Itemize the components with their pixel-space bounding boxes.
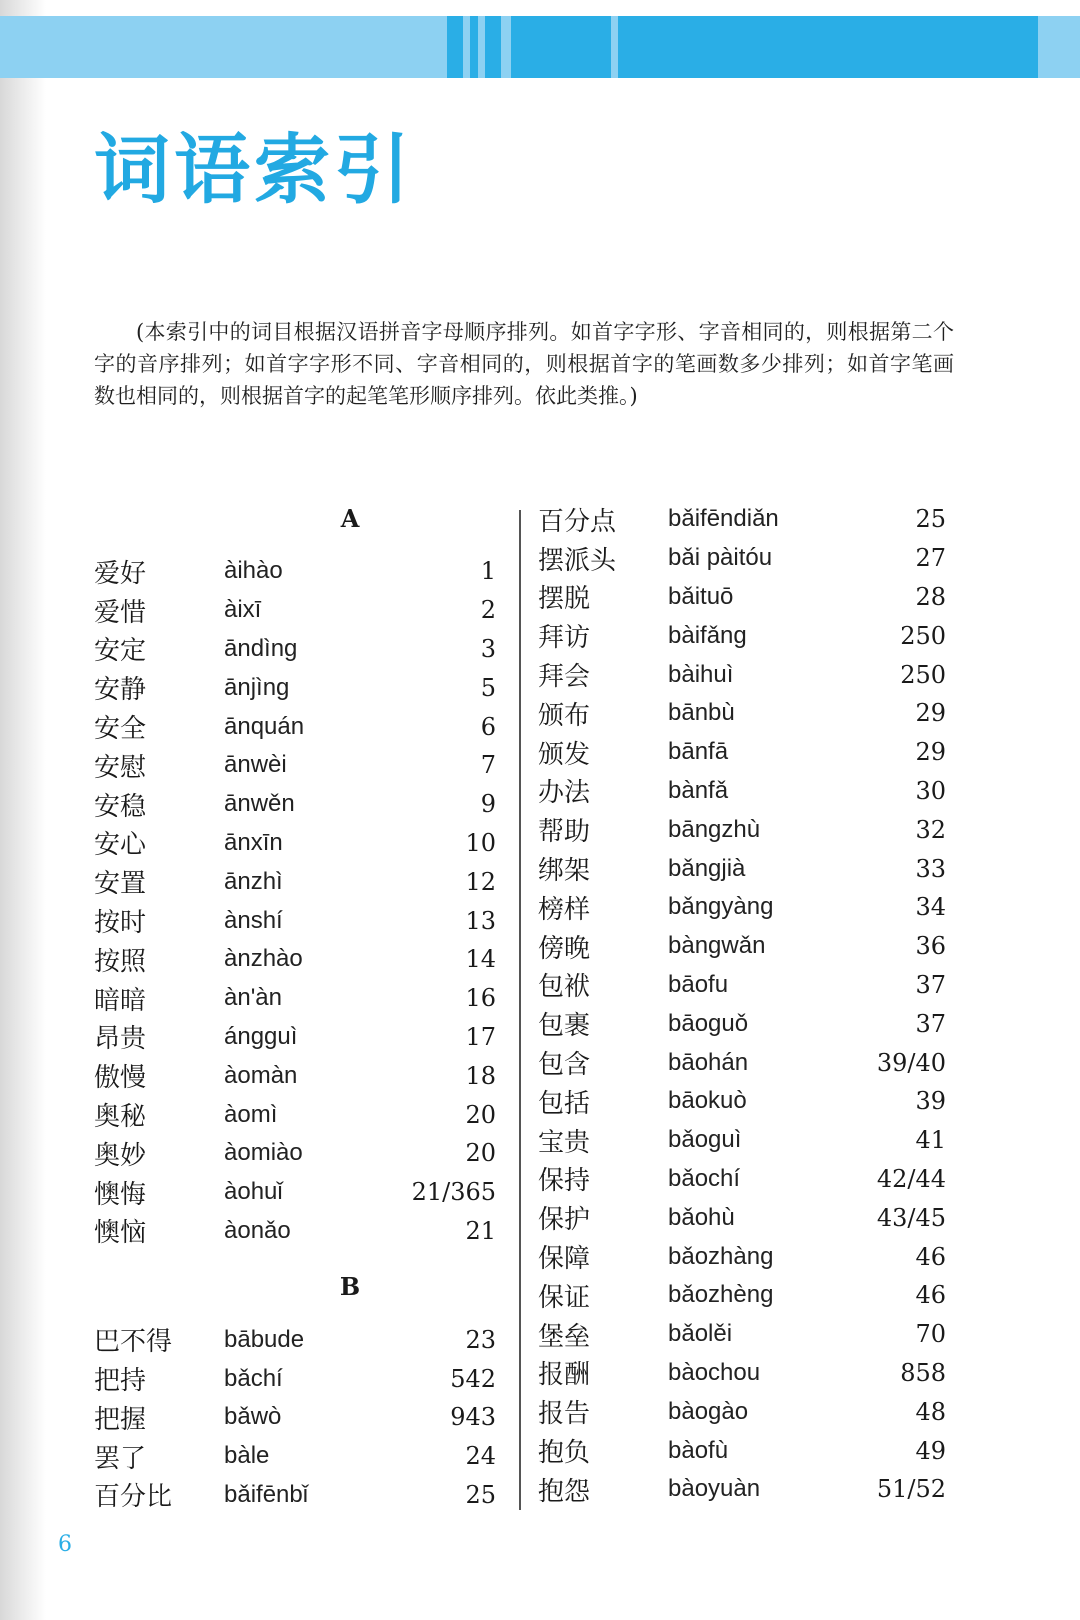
entry-page: 48 [915, 1397, 946, 1426]
entry-pinyin: ānwèi [224, 751, 287, 779]
entry-pinyin: ānxīn [224, 828, 283, 856]
entry-page: 7 [480, 751, 496, 780]
index-entry [538, 1082, 946, 1121]
entry-word: 报酬 [538, 1360, 591, 1391]
entry-pinyin: bǎngyàng [668, 893, 774, 921]
entry-word: 绑架 [538, 856, 591, 887]
entry-page: 24 [465, 1442, 496, 1471]
header-stripe [485, 16, 501, 78]
index-entry [538, 1004, 946, 1043]
entry-pinyin: àonǎo [224, 1216, 291, 1244]
entry-pinyin: ānwěn [224, 790, 295, 818]
entry-page: 70 [915, 1320, 946, 1349]
entry-word: 傲慢 [94, 1063, 147, 1094]
entry-list-a [94, 552, 496, 1250]
index-entry [94, 630, 496, 669]
entry-word: 爱好 [94, 558, 147, 589]
entry-list-b [94, 1320, 496, 1514]
index-entry [94, 668, 496, 707]
entry-page: 542 [450, 1364, 496, 1393]
entry-page: 34 [915, 893, 946, 922]
entry-pinyin: àomiào [224, 1139, 303, 1167]
entry-word: 安稳 [94, 791, 147, 822]
index-entry [538, 616, 946, 655]
entry-page: 43/45 [876, 1203, 946, 1232]
page-number: 6 [58, 1532, 72, 1557]
entry-word: 按照 [94, 946, 147, 977]
entry-pinyin: àn'àn [224, 984, 282, 1012]
entry-word: 摆派头 [538, 545, 617, 576]
entry-pinyin: bàogào [668, 1397, 749, 1425]
entry-page: 5 [480, 673, 496, 702]
entry-word: 按时 [94, 908, 147, 939]
entry-page: 16 [465, 984, 496, 1013]
entry-word: 包括 [538, 1088, 591, 1119]
entry-page: 28 [915, 582, 946, 611]
index-entry [94, 1320, 496, 1359]
index-entry [538, 888, 946, 927]
index-entry [538, 539, 946, 578]
index-entry [94, 1134, 496, 1173]
entry-pinyin: bǎochí [668, 1164, 741, 1192]
entry-pinyin: ānquán [224, 712, 305, 740]
entry-pinyin: bǎifēnbǐ [224, 1480, 309, 1508]
index-entry [94, 785, 496, 824]
entry-pinyin: bǎituō [668, 582, 734, 610]
entry-word: 办法 [538, 778, 591, 809]
entry-page: 13 [465, 906, 496, 935]
header-stripe [1045, 16, 1080, 78]
index-entry [538, 1431, 946, 1470]
entry-page: 29 [915, 699, 946, 728]
entry-pinyin: àomì [224, 1100, 278, 1128]
entry-page: 42/44 [876, 1164, 946, 1193]
entry-word: 抱负 [538, 1438, 591, 1469]
entry-word: 暗暗 [94, 985, 147, 1016]
entry-pinyin: bǎozhàng [668, 1242, 774, 1270]
entry-page: 46 [915, 1281, 946, 1310]
entry-word: 包裹 [538, 1011, 591, 1042]
entry-word: 颁发 [538, 739, 591, 770]
index-entry [538, 1198, 946, 1237]
entry-word: 包袱 [538, 972, 591, 1003]
entry-pinyin: àihào [224, 557, 283, 585]
entry-pinyin: bǎohù [668, 1203, 735, 1231]
header-stripe [447, 16, 463, 78]
header-stripe [511, 16, 611, 78]
index-entry [94, 1056, 496, 1095]
entry-pinyin: bǎozhèng [668, 1281, 774, 1309]
entry-pinyin: bāokuò [668, 1087, 747, 1115]
entry-pinyin: bàifǎng [668, 621, 747, 649]
entry-pinyin: bàoyuàn [668, 1475, 761, 1503]
index-entry [94, 940, 496, 979]
entry-pinyin: bǎngjià [668, 854, 746, 882]
entry-word: 爱惜 [94, 597, 147, 628]
entry-word: 堡垒 [538, 1321, 591, 1352]
entry-pinyin: bānfā [668, 738, 729, 766]
index-entry [94, 1359, 496, 1398]
entry-pinyin: ānzhì [224, 867, 283, 895]
entry-word: 安全 [94, 714, 147, 745]
entry-page: 27 [915, 544, 946, 573]
entry-page: 6 [480, 712, 496, 741]
section-heading-a: A [340, 504, 360, 533]
index-entry [538, 1470, 946, 1509]
entry-page: 51/52 [876, 1475, 946, 1504]
entry-word: 保护 [538, 1205, 591, 1236]
index-entry [94, 746, 496, 785]
entry-word: 拜会 [538, 662, 591, 693]
entry-pinyin: bānbù [668, 699, 735, 727]
entry-word: 帮助 [538, 817, 591, 848]
entry-page: 20 [465, 1100, 496, 1129]
index-entry [94, 591, 496, 630]
entry-page: 29 [915, 738, 946, 767]
entry-page: 3 [480, 634, 496, 663]
index-entry [94, 824, 496, 863]
entry-page: 46 [915, 1242, 946, 1271]
page-binding-shadow [0, 0, 46, 1620]
entry-pinyin: bànfǎ [668, 776, 729, 804]
index-column-left [94, 500, 496, 1514]
entry-word: 昂贵 [94, 1024, 147, 1055]
entry-word: 摆脱 [538, 584, 591, 615]
index-column-right [538, 500, 946, 1509]
entry-page: 250 [900, 660, 946, 689]
entry-word: 奥秘 [94, 1102, 147, 1133]
entry-pinyin: ānjìng [224, 673, 290, 701]
index-entry [538, 655, 946, 694]
entry-page: 943 [450, 1403, 496, 1432]
entry-pinyin: ànzhào [224, 945, 303, 973]
index-entry [538, 772, 946, 811]
header-stripe [470, 16, 478, 78]
entry-word: 抱怨 [538, 1476, 591, 1507]
entry-pinyin: àixī [224, 596, 262, 624]
index-entry [94, 552, 496, 591]
index-entry [94, 1173, 496, 1212]
entry-page: 36 [915, 932, 946, 961]
entry-page: 18 [465, 1061, 496, 1090]
entry-page: 32 [915, 815, 946, 844]
index-entry [538, 578, 946, 617]
index-entry [538, 1315, 946, 1354]
entry-page: 49 [915, 1436, 946, 1465]
entry-page: 10 [465, 828, 496, 857]
entry-word: 宝贵 [538, 1127, 591, 1158]
entry-word: 安心 [94, 830, 147, 861]
index-entry [538, 1237, 946, 1276]
entry-pinyin: ànshí [224, 906, 283, 934]
header-band [0, 16, 1080, 78]
entry-page: 39 [915, 1087, 946, 1116]
entry-pinyin: bàofù [668, 1436, 729, 1464]
entry-word: 包含 [538, 1050, 591, 1081]
entry-pinyin: bàochou [668, 1358, 761, 1386]
entry-word: 保障 [538, 1244, 591, 1275]
entry-pinyin: bǎolěi [668, 1320, 733, 1348]
entry-word: 奥妙 [94, 1140, 147, 1171]
entry-pinyin: bǎwò [224, 1403, 282, 1431]
index-entry [538, 733, 946, 772]
index-entry [538, 927, 946, 966]
entry-page: 2 [480, 596, 496, 625]
entry-pinyin: ángguì [224, 1022, 298, 1050]
entry-page: 14 [465, 945, 496, 974]
page-title: 词语索引 [94, 125, 414, 214]
index-entry [538, 1121, 946, 1160]
entry-page: 17 [465, 1022, 496, 1051]
entry-word: 罢了 [94, 1443, 147, 1474]
index-entry [94, 979, 496, 1018]
entry-pinyin: āndìng [224, 634, 298, 662]
entry-page: 41 [915, 1126, 946, 1155]
entry-word: 懊恼 [94, 1218, 147, 1249]
entry-page: 23 [465, 1325, 496, 1354]
entry-pinyin: bǎchí [224, 1364, 283, 1392]
entry-page: 39/40 [876, 1048, 946, 1077]
entry-pinyin: bàngwǎn [668, 932, 766, 960]
entry-page: 37 [915, 1009, 946, 1038]
entry-page: 12 [465, 867, 496, 896]
entry-pinyin: bābude [224, 1325, 305, 1353]
index-entry [94, 1212, 496, 1251]
entry-page: 21 [465, 1216, 496, 1245]
entry-page: 25 [465, 1480, 496, 1509]
entry-page: 858 [900, 1358, 946, 1387]
header-stripe [618, 16, 1038, 78]
entry-page: 20 [465, 1139, 496, 1168]
entry-pinyin: bǎi pàitóu [668, 544, 773, 572]
entry-page: 21/365 [411, 1178, 496, 1207]
entry-pinyin: bàihuì [668, 660, 734, 688]
entry-word: 百分比 [94, 1482, 173, 1513]
entry-pinyin: bǎoguì [668, 1126, 742, 1154]
entry-page: 33 [915, 854, 946, 883]
entry-pinyin: àohuǐ [224, 1178, 283, 1206]
index-entry [94, 1476, 496, 1515]
index-entry [94, 901, 496, 940]
index-entry [538, 966, 946, 1005]
index-entry [538, 1276, 946, 1315]
column-divider [519, 510, 521, 1510]
entry-word: 安置 [94, 869, 147, 900]
entry-word: 保持 [538, 1166, 591, 1197]
entry-pinyin: bàle [224, 1442, 270, 1470]
entry-word: 报告 [538, 1399, 591, 1430]
entry-word: 巴不得 [94, 1327, 173, 1358]
index-entry [94, 1095, 496, 1134]
entry-word: 把持 [94, 1366, 147, 1397]
index-entry [94, 707, 496, 746]
entry-word: 懊悔 [94, 1179, 147, 1210]
entry-pinyin: àomàn [224, 1061, 298, 1089]
index-entry [94, 1018, 496, 1057]
index-entry [538, 810, 946, 849]
entry-pinyin: bāngzhù [668, 815, 761, 843]
index-entry [538, 1354, 946, 1393]
entry-word: 榜样 [538, 894, 591, 925]
entry-pinyin: bāofu [668, 970, 729, 998]
index-entry [538, 849, 946, 888]
entry-page: 25 [915, 505, 946, 534]
intro-paragraph: (本索引中的词目根据汉语拼音字母顺序排列。如首字字形、字音相同的，则根据第二个字的音序排列；如首字字形不同、字音相同的，则根据首字的笔画数多少排列；如首字笔画数也相同的，则根据首字的起笔笔形顺序排列。依此类推。) [94, 320, 954, 408]
entry-word: 安定 [94, 636, 147, 667]
index-entry [538, 500, 946, 539]
entry-pinyin: bāohán [668, 1048, 749, 1076]
entry-page: 9 [480, 790, 496, 819]
entry-word: 安静 [94, 675, 147, 706]
entry-page: 1 [480, 557, 496, 586]
index-entry [94, 1437, 496, 1476]
entry-pinyin: bāoguǒ [668, 1009, 749, 1037]
entry-page: 250 [900, 621, 946, 650]
index-entry [538, 694, 946, 733]
index-entry [94, 862, 496, 901]
entry-page: 37 [915, 970, 946, 999]
entry-page: 30 [915, 776, 946, 805]
index-entry [538, 1043, 946, 1082]
entry-word: 把握 [94, 1404, 147, 1435]
entry-list-b-continued [538, 500, 946, 1509]
section-heading-b: B [339, 1272, 361, 1302]
entry-word: 傍晚 [538, 933, 591, 964]
entry-word: 安慰 [94, 752, 147, 783]
entry-word: 颁布 [538, 700, 591, 731]
entry-word: 拜访 [538, 623, 591, 654]
index-entry [94, 1398, 496, 1437]
index-entry [538, 1392, 946, 1431]
entry-word: 保证 [538, 1282, 591, 1313]
entry-word: 百分点 [538, 506, 617, 537]
index-entry [538, 1160, 946, 1199]
entry-pinyin: bǎifēndiǎn [668, 505, 779, 533]
